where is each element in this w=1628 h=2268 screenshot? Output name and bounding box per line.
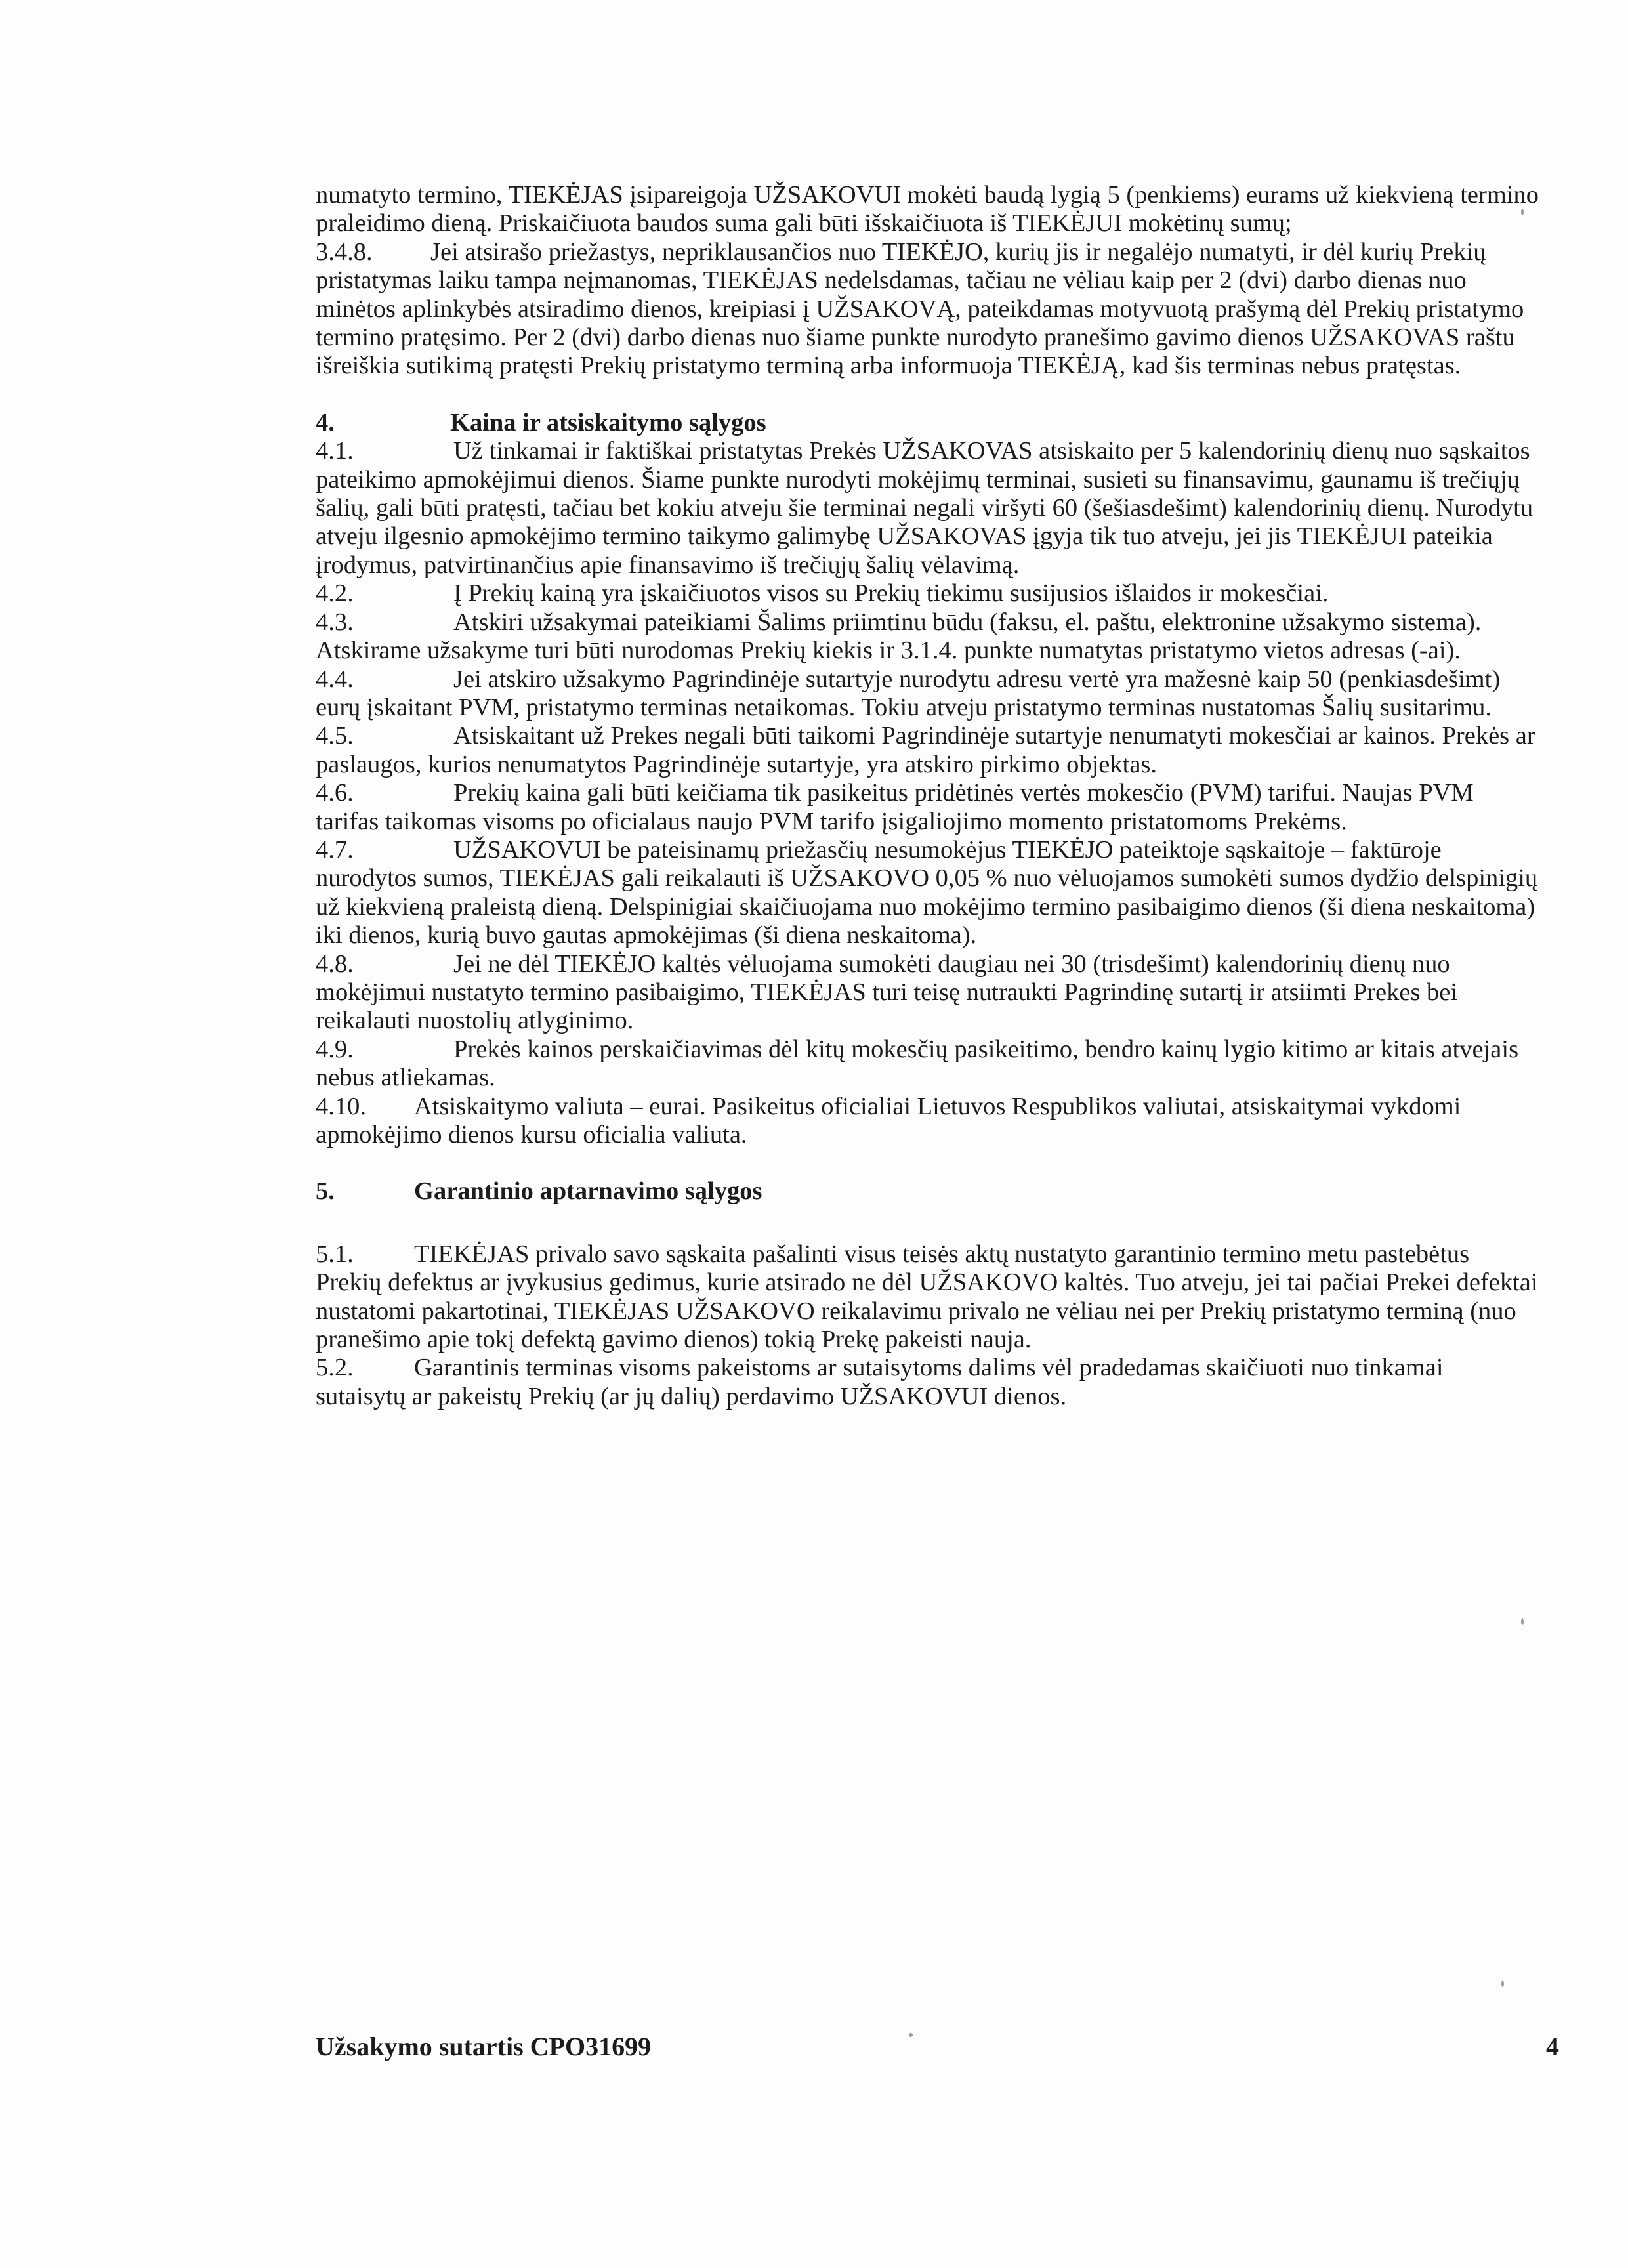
paragraph-4-7 [316, 836, 1539, 950]
section-title: Garantinio aptarnavimo sąlygos [414, 1177, 762, 1206]
section-number: 5. [316, 1177, 335, 1206]
clause-text: Garantinis terminas visoms pakeistoms ar sutaisytoms dalims vėl pradedamas skaičiuoti nuo tinkamai sutaisytų ar pakeistų Prekių (ar jų dalių) perdavimo UŽSAKOVUI dienos. [316, 1354, 1444, 1410]
section-4-heading [316, 409, 1539, 437]
clause-number: 4.7. [316, 835, 354, 864]
contract-text-upper [316, 181, 1539, 1411]
clause-text: UŽSAKOVUI be pateisinamų priežasčių nesumokėjus TIEKĖJO pateiktoje sąskaitoje – faktūroje nurodytos sumos, TIEKĖJAS gali reikalauti iš UŽSAKOVO 0,05 % nuo vėluojamos sumokėti sumos dydžio delspinigių už kiekvieną praleistą dieną. Delspinigiai skaičiuojama nuo mokėjimo termino pasibaigimo dienos (ši diena neskaitoma) iki dienos, kurią buvo gautas apmokėjimas (ši diena neskaitoma). [316, 835, 1538, 950]
clause-text: Prekės kainos perskaičiavimas dėl kitų mokesčių pasikeitimo, bendro kainų lygio kitimo ar kitais atvejais nebus atliekamas. [316, 1035, 1519, 1092]
clause-text: Už tinkamai ir faktiškai pristatytas Prekės UŽSAKOVAS atsiskaito per 5 kalendorinių dienų nuo sąskaitos pateikimo apmokėjimui dienos. Šiame punkte nurodyti mokėjimų terminai, susieti su finansavimu, gaunamu iš trečiųjų šalių, gali būti pratęsti, tačiau bet kokiu atveju šie terminai negali viršyti 60 (šešiasdešimt) kalendorinių dienų. Nurodytu atveju ilgesnio apmokėjimo termino taikymo galimybę UŽSAKOVAS įgyja tik tuo atveju, jei jis TIEKĖJUI pateikia įrodymus, patvirtinančius apie finansavimo iš trečiųjų šalių vėlavimą. [316, 437, 1534, 579]
clause-number: 4.5. [316, 722, 354, 750]
clause-number: 5.1. [316, 1240, 354, 1268]
clause-text: Atsiskaitymo valiuta – eurai. Pasikeitus oficialiai Lietuvos Respublikos valiutai, atsiskaitymai vykdomi apmokėjimo dienos kursu oficialia valiuta. [316, 1092, 1461, 1148]
clause-number: 4.6. [316, 779, 354, 807]
paragraph-5-1 [316, 1240, 1539, 1354]
paragraph-4-1 [316, 437, 1539, 579]
clause-text: Prekių kaina gali būti keičiama tik pasikeitus pridėtinės vertės mokesčio (PVM) tarifui. Naujas PVM tarifas taikomas visoms po oficialaus naujo PVM tarifo įsigaliojimo momento pristatomoms Prekėms. [316, 779, 1474, 835]
clause-number: 4.10. [316, 1092, 366, 1120]
scan-speck [909, 2033, 913, 2037]
section-5-heading [316, 1177, 1539, 1206]
clause-number: 4.4. [316, 665, 354, 693]
clause-number: 5.2. [316, 1354, 354, 1382]
clause-number: 4.1. [316, 437, 354, 465]
clause-text: Jei atskiro užsakymo Pagrindinėje sutartyje nurodytu adresu vertė yra mažesnė kaip 50 (penkiasdešimt) eurų įskaitant PVM, pristatymo terminas netaikomas. Tokiu atveju pristatymo terminas nustatomas Šalių susitarimu. [316, 665, 1501, 721]
clause-number: 4.8. [316, 950, 354, 978]
page-footer [316, 2031, 1559, 2062]
clause-text: TIEKĖJAS privalo savo sąskaita pašalinti visus teisės aktų nustatyto garantinio termino metu pastebėtus Prekių defektus ar įvykusius gedimus, kurie atsirado ne dėl UŽSAKOVO kaltės. Tuo atveju, jei tai pačiai Prekei defektai nustatomi pakartotinai, TIEKĖJAS UŽSAKOVO reikalavimu privalo ne vėliau nei per Prekių pristatymo terminą (nuo pranešimo apie tokį defektą gavimo dienos) tokią Prekę pakeisti nauja. [316, 1240, 1538, 1354]
paragraph-3-4-8 [316, 238, 1539, 381]
clause-text: Atskiri užsakymai pateikiami Šalims priimtinu būdu (faksu, el. paštu, elektronine užsakymo sistema). Atskirame užsakyme turi būti nurodomas Prekių kiekis ir 3.1.4. punkte numatytas pristatymo vietos adresas (-ai). [316, 608, 1482, 665]
paragraph-4-4 [316, 665, 1539, 723]
section-number: 4. [316, 408, 335, 436]
scan-speck [1501, 1981, 1504, 1987]
paragraph-4-10 [316, 1093, 1539, 1150]
paragraph-4-9 [316, 1036, 1539, 1093]
paragraph-5-2 [316, 1354, 1539, 1411]
paragraph-4-3 [316, 608, 1539, 665]
clause-number: 4.9. [316, 1035, 354, 1063]
section-title: Kaina ir atsiskaitymo sąlygos [450, 408, 766, 436]
paragraph-4-8 [316, 950, 1539, 1036]
contract-title: Užsakymo sutartis CPO31699 [316, 2032, 652, 2061]
paragraph-4-2 [316, 579, 1539, 608]
clause-number: 4.3. [316, 608, 354, 636]
paragraph-3-4-7-continuation: numatyto termino, TIEKĖJAS įsipareigoja UŽSAKOVUI mokėti baudą lygią 5 (penkiems) eurams už kiekvieną termino praleidimo dieną. Priskaičiuota baudos suma gali būti išskaičiuota iš TIEKĖJUI mokėtinų sumų; [316, 181, 1539, 238]
clause-text: Atsiskaitant už Prekes negali būti taikomi Pagrindinėje sutartyje nenumatyti mokesčiai ar kainos. Prekės ar paslaugos, kurios nenumatytos Pagrindinėje sutartyje, yra atskiro pirkimo objektas. [316, 722, 1535, 778]
paragraph-4-5 [316, 722, 1539, 779]
scan-speck [1521, 209, 1524, 215]
paragraph-4-6 [316, 779, 1539, 836]
clause-number: 4.2. [316, 579, 354, 608]
clause-text: Į Prekių kainą yra įskaičiuotos visos su Prekių tiekimu susijusios išlaidos ir mokesčiai. [453, 579, 1329, 608]
clause-text: Jei ne dėl TIEKĖJO kaltės vėluojama sumokėti daugiau nei 30 (trisdešimt) kalendorinių dienų nuo mokėjimui nustatyto termino pasibaigimo, TIEKĖJAS turi teisę nutraukti Pagrindinę sutartį ir atsiimti Prekes bei reikalauti nuostolių atlyginimo. [316, 950, 1458, 1035]
page-number: 4 [1546, 2032, 1559, 2061]
clause-text: Jei atsirašo priežastys, nepriklausančios nuo TIEKĖJO, kurių jis ir negalėjo numatyti, ir dėl kurių Prekių pristatymas laiku tampa neįmanomas, TIEKĖJAS nedelsdamas, tačiau ne vėliau kaip per 2 (dvi) darbo dienas nuo minėtos aplinkybės atsiradimo dienos, kreipiasi į UŽSAKOVĄ, pateikdamas motyvuotą prašymą dėl Prekių pristatymo termino pratęsimo. Per 2 (dvi) darbo dienas nuo šiame punkte nurodyto pranešimo gavimo dienos UŽSAKOVAS raštu išreiškia sutikimą pratęsti Prekių pristatymo terminą arba informuoja TIEKĖJĄ, kad šis terminas nebus pratęstas. [316, 238, 1524, 380]
scan-speck [1521, 1618, 1524, 1625]
clause-number: 3.4.8. [316, 238, 373, 266]
